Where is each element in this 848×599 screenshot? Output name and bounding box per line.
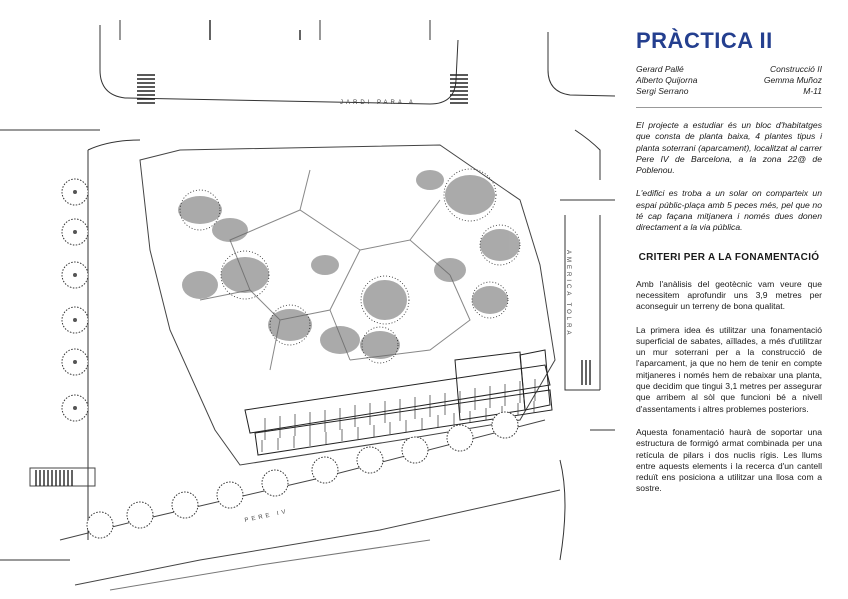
body-paragraph: La primera idea és utilitzar una fonamentació superficial de sabates, aïllades, a més d'utilitzar un mur soterrani per a la construcció de l'aparcament, ja que no hem de tenir en compte mitjaneres i només hem de rebaixar una planta, que decidim que tingui 3,1 metres per assegurar que arribem al sòl que funcioni bé a nivell d'assentaments i altres problemes posteriors. xyxy=(636,324,822,414)
student-names xyxy=(636,64,697,97)
south-street-label: PERE IV xyxy=(244,508,290,524)
section-heading: CRITERI PER A LA FONAMENTACIÓ xyxy=(638,251,820,263)
intro-text xyxy=(636,120,822,234)
course-name: Construcció II xyxy=(770,64,822,74)
intro-paragraph: El projecte a estudiar és un bloc d'habitatges que consta de planta baixa, 4 plantes tipus i planta soterrani (aparcament), localitzat al carrer Pere IV de Barcelona, a la zona 22@ de Poblenou. xyxy=(636,120,822,176)
divider xyxy=(636,107,822,108)
body-text xyxy=(636,279,822,495)
student-name: Alberto Quijorna xyxy=(636,75,698,85)
authors-block xyxy=(636,64,822,97)
student-name: Gerard Pallé xyxy=(636,64,684,74)
teacher-name: Gemma Muñoz xyxy=(763,75,822,85)
north-street-label: JARDI PARA A xyxy=(340,100,416,106)
course-info xyxy=(764,64,822,97)
student-name: Sergi Serrano xyxy=(636,86,689,96)
body-paragraph: Aquesta fonamentació haurà de soportar una estructura de formigó armat combinada per una retícula de pilars i dos nuclis rígis. Les llums entre aquests elements i la recerca d'un cantell reduït ens posiciona a utilitzar una llosa com a sostre. xyxy=(636,426,822,494)
intro-paragraph: L'edifici es troba a un solar on comparteix un espai públic-plaça amb 5 peces més, pel que no té cap façana mitjanera i només dues donen directament a la via pública. xyxy=(636,188,822,233)
body-paragraph: Amb l'anàlisis del geotècnic vam veure que necessitem aprofundir uns 3,9 metres per aconseguir un terreny de bona qualitat. xyxy=(636,278,822,312)
text-panel xyxy=(636,28,822,507)
east-street-label: AMERICA TOLRA xyxy=(565,250,571,338)
group-code: M-11 xyxy=(803,86,822,96)
page-title: PRÀCTICA II xyxy=(636,28,773,53)
